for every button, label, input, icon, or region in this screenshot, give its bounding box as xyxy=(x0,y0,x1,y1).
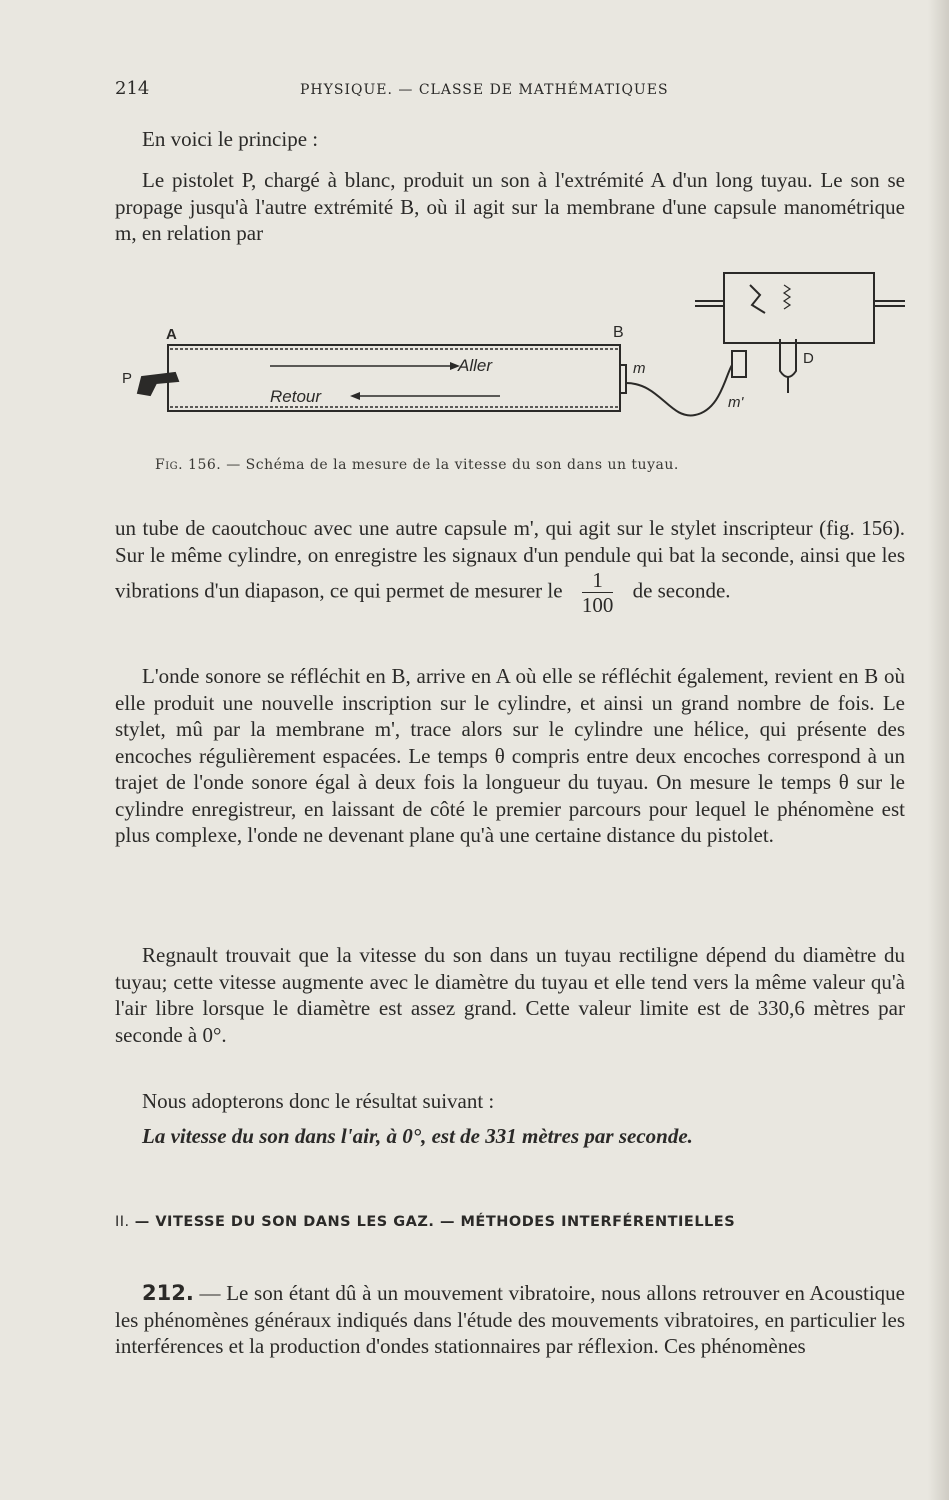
figure-caption-text: — Schéma de la mesure de la vitesse du son dans un tuyau. xyxy=(226,457,679,473)
figure-number: Fig. 156. xyxy=(155,457,222,473)
page-edge-shadow xyxy=(928,0,949,1500)
paragraph-result: La vitesse du son dans l'air, à 0°, est de 331 mètres par seconde. xyxy=(142,1124,693,1148)
paragraph-principle: En voici le principe : xyxy=(142,127,319,151)
running-title: PHYSIQUE. — CLASSE DE MATHÉMATIQUES xyxy=(300,82,669,98)
label-aller: Aller xyxy=(458,356,493,375)
label-retour: Retour xyxy=(270,387,322,406)
article-number: 212. xyxy=(142,1281,194,1305)
section-numeral: II. xyxy=(115,1214,130,1230)
paragraph-212 xyxy=(115,1280,905,1360)
tube-outline xyxy=(168,345,620,411)
label-B: B xyxy=(613,324,624,341)
paragraph-212-text: — Le son étant dû à un mouvement vibratoire, nous allons retrouver en Acoustique les phénomènes généraux indiqués dans l'étude des mouvements vibratoires, en particulier les interférences et la production d'ondes stationnaires par réflexion. Ces phénomènes xyxy=(115,1281,905,1358)
fraction-one-hundredth xyxy=(582,568,614,617)
page-number: 214 xyxy=(115,78,150,99)
figure-caption xyxy=(155,457,875,473)
paragraph-result-intro: Nous adopterons donc le résultat suivant : xyxy=(142,1089,495,1113)
paragraph-rubber-tube xyxy=(115,515,905,617)
label-P: P xyxy=(122,370,133,387)
figure-156-diagram xyxy=(120,265,910,445)
paragraph-reflection: L'onde sonore se réfléchit en B, arrive en A où elle se réfléchit également, revient en B où elle produit une nouvelle inscription sur le cylindre, et ainsi un grand nombre de fois. Le stylet, mû par la membrane m', trace alors sur le cylindre une hélice, qui présente des encoches régulièrement espacées. Le temps θ compris entre deux encoches correspond à un trajet de l'onde sonore égal à deux fois la longueur du tuyau. On mesure le temps θ sur le cylindre enregistreur, en laissant de côté le premier parcours pour lequel le phénomène est plus complexe, l'onde ne devenant plane qu'à une certaine distance du pistolet. xyxy=(115,664,905,847)
paragraph-rubber-tube-text: un tube de caoutchouc avec une autre capsule m', qui agit sur le stylet inscripteur (fig. 156). Sur le même cylindre, on enregistre les signaux d'un pendule qui bat la seconde, ainsi que les vibrations d'un diapason, ce qui permet de mesurer le xyxy=(115,516,905,603)
label-D: D xyxy=(803,350,814,367)
running-header xyxy=(115,78,915,102)
section-heading xyxy=(115,1214,905,1230)
label-A: A xyxy=(166,326,177,343)
paragraph-rubber-tube-end: de seconde. xyxy=(632,578,731,603)
label-m: m xyxy=(633,360,646,377)
fraction-denominator: 100 xyxy=(581,593,614,617)
paragraph-pistol: Le pistolet P, chargé à blanc, produit un son à l'extrémité A d'un long tuyau. Le son se propage jusqu'à l'autre extrémité B, où il agit sur la membrane d'une capsule manométrique m, en relation par xyxy=(115,168,905,245)
fraction-numerator: 1 xyxy=(582,568,614,593)
section-title: — VITESSE DU SON DANS LES GAZ. — MÉTHODES INTERFÉRENTIELLES xyxy=(134,1214,736,1230)
label-m-prime: m' xyxy=(728,394,744,411)
paragraph-regnault: Regnault trouvait que la vitesse du son dans un tuyau rectiligne dépend du diamètre du tuyau; cette vitesse augmente avec le diamètre du tuyau et elle tend vers la même valeur qu'à l'air libre lorsque le diamètre est assez grand. Cette valeur limite est de 330,6 mètres par seconde à 0°. xyxy=(115,943,905,1047)
